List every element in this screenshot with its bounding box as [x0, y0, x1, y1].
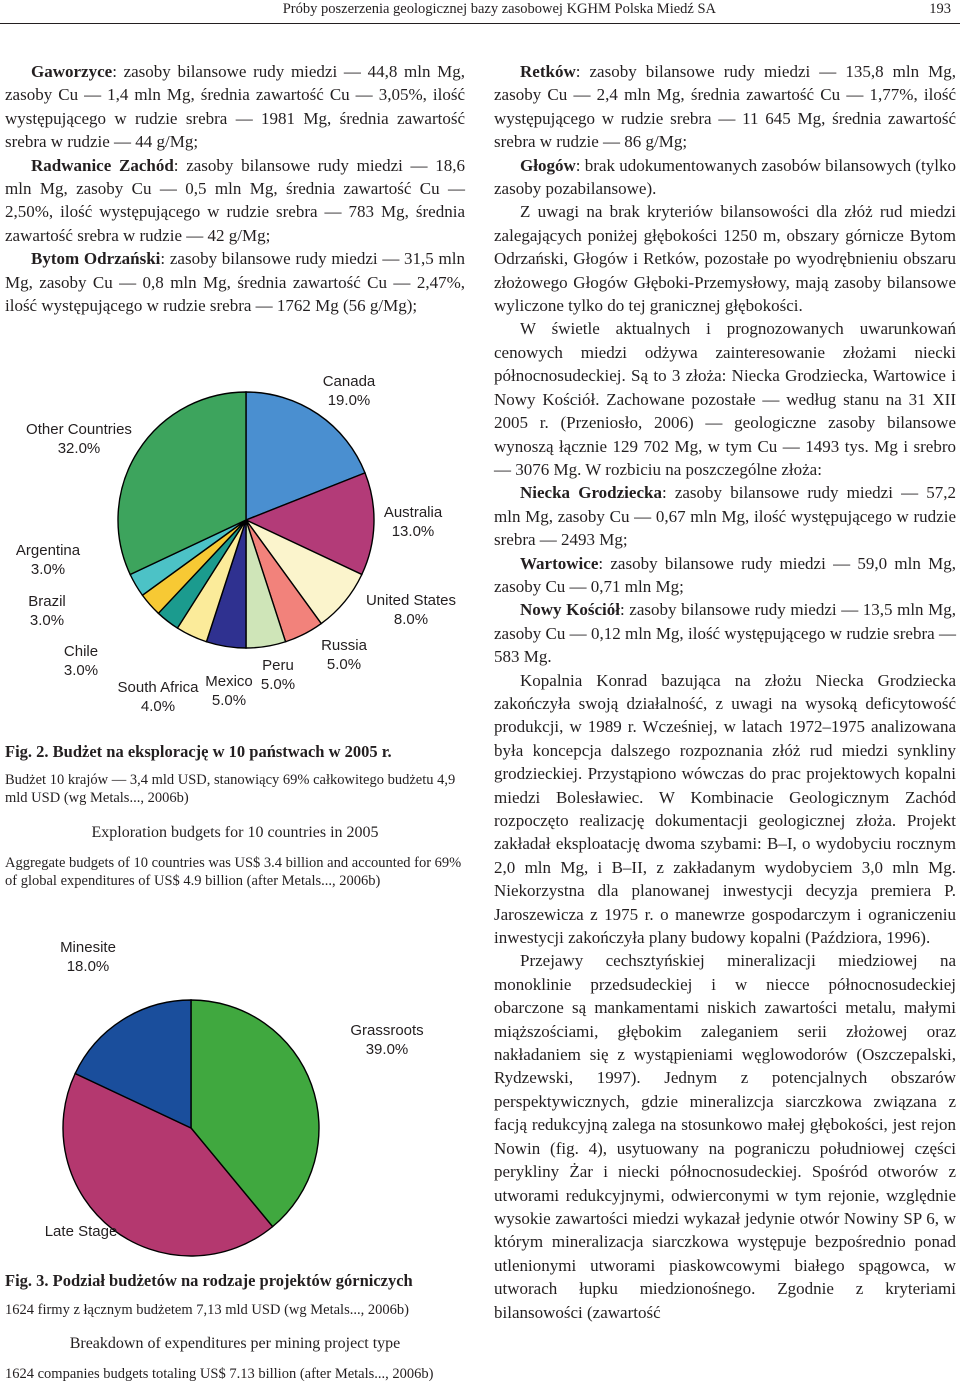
paragraph: Z uwagi na brak kryteriów bilansowości dla złóż rud miedzi zalegających poniżej głębokości 1250 m, obszary górnicze Bytom Odrzański, Głogów i Retków, pozostałe po wyodrębnieniu obszaru złożowego Głogów Głęboki-Przemysłowy, mają zasoby bilansowe wyliczone tylko do tej granicznej głębokości. — [494, 202, 956, 316]
slice-value: 39.0% — [365, 1041, 409, 1058]
slice-name: United States — [365, 592, 457, 609]
slice-name: Mexico — [205, 673, 253, 690]
deposit-bytom — [5, 247, 465, 317]
fig2-pie-chart — [0, 360, 480, 740]
slice-value: 5.0% — [211, 692, 247, 709]
slice-name: Brazil — [28, 593, 66, 610]
deposit-name: Retków — [520, 62, 576, 81]
fig2-label-south-africa — [112, 678, 204, 716]
page-number: 193 — [929, 1, 951, 17]
fig3-caption-title: Fig. 3. Podział budżetów na rodzaje projektów górniczych — [5, 1271, 413, 1290]
slice-name: Grassroots — [350, 1022, 424, 1039]
slice-value: 18.0% — [66, 958, 110, 975]
running-header — [0, 0, 960, 22]
fig2-caption-en-title: Exploration budgets for 10 countries in 2005 — [91, 824, 379, 841]
slice-name: Canada — [322, 373, 376, 390]
fig2-label-other-countries — [18, 420, 140, 458]
deposit-name: Bytom Odrzański — [31, 249, 161, 269]
slice-value: 13.0% — [391, 523, 435, 540]
fig3-caption-pl: 1624 firmy z łącznym budżetem 7,13 mld USD (wg Metals..., 2006b) — [5, 1302, 409, 1318]
deposit-name: Radwanice Zachód — [31, 155, 174, 175]
deposit-text: : zasoby bilansowe rudy miedzi — 135,8 mln Mg, zasoby Cu — 2,4 mln Mg, średnia zawartość Cu — 1,77%, ilość występującego w rudzie srebra — 11 645 Mg, średnia zawartość srebra w rudzie — 86 g/Mg; — [494, 62, 956, 152]
deposit-nowy-kosciol — [494, 598, 956, 668]
slice-name: Minesite — [60, 939, 116, 956]
fig2-label-russia — [312, 636, 376, 674]
fig2-caption-title: Fig. 2. Budżet na eksplorację w 10 państwach w 2005 r. — [5, 742, 392, 761]
deposit-name: Niecka Grodziecka — [520, 483, 662, 503]
fig2-label-chile — [56, 642, 106, 680]
right-column — [494, 60, 956, 1324]
slice-name: Argentina — [15, 542, 81, 559]
left-column — [5, 60, 465, 317]
deposit-name: Nowy Kościół — [520, 600, 620, 620]
deposit-name: Gaworzyce — [31, 62, 113, 81]
deposit-text: : brak udokumentowanych zasobów bilansowych (tylko zasoby pozabilansowe). — [494, 155, 956, 199]
deposit-text: : zasoby bilansowe rudy miedzi — 44,8 mln Mg, zasoby Cu — 1,4 mln Mg, średnia zawartość Cu — 3,05%, ilość występującego w rudzie srebra — 1981 Mg, średnia zawartość srebra w rudzie — 44 g/Mg; — [5, 62, 465, 152]
paragraph: Przejawy cechsztyńskiej mineralizacji miedziowej na monoklinie przedsudeckiej i w niecce północnosudeckiej obarczone są mankamentami niskich zawartości metalu, małymi miąższościami, głębokim zaleganiem serii złożowej oraz nakładaniem się z wystąpieniami węglowodorów (Oszczepalski, Rydzewski, 1997). Jednym z potencjalnych obszarów perspektywicznych, gdzie mineralizcja siarczkowa związana z facją redukcyjną zalega na stosunkowo małej głębokości, jest rejon Nowin (fig. 4), usytuowany na pograniczu południowej części perykliny Żar i niecki północnosudeckiej. Spośród otworów z utworami redukcyjnymi, odwierconymi w tym rejonie, względnie wysokie zawartości miedzi wykazał jedynie otwór Nowiny SP 6, w którym mineralizacja siarczkowa występuje bezpośrednio ponad utlenionymi utworami piaskowcowymi białego spągowca, w utworach łupku miedzionośnego. Zgodnie z kryteriami bilansowości (zawartość — [494, 951, 956, 1322]
slice-name: Chile — [63, 643, 99, 660]
fig2-label-argentina — [8, 541, 88, 579]
fig2-caption-en: Aggregate budgets of 10 countries was US$ 3.4 billion and accounted for 69% of global expenditures of US$ 4.9 billion (after Metals..., 2006b) — [5, 855, 462, 889]
paragraph: Kopalnia Konrad bazująca na złożu Niecka Grodziecka zakończyła swoją działalność, z uwagi na wysoką deficytowość produkcji, w 1989 r. Wcześniej, w latach 1972–1975 analizowana była koncepcja dalszego rozpoznania złóż rud miedzi synkliny grodzieckiej. Przystąpiono wówczas do prac projektowych kopalni miedzi Bolesławiec. W Kombinacie Geologicznym Zachód rozpoczęto realizację dokumentacji geologicznej złoża. Projekt zakładał eksploatację dwoma szybami: B–I, o wydobyciu rocznym 2,0 mln Mg, i B–II, z zakładanym wydobyciem 3,0 mln Mg. Niekorzystna dla planowanej inwestycji decyzja premiera P. Jaroszewicza z 1975 r. o manewrze gospodarczym i ograniczeniu inwestycji zakończyła plany budowy kopalni (Paździora, 1996). — [494, 670, 956, 948]
deposit-name: Wartowice — [520, 553, 599, 573]
fig2-label-canada — [308, 372, 390, 410]
paragraph: W świetle aktualnych i prognozowanych uwarunkowań cenowych miedzi odżywa zainteresowanie złożami niecki północnosudeckiej. Są to 3 złoża: Niecka Grodziecka, Wartowice i Nowy Kościół. Zachowane pozostałe — według stanu na 31 XII 2005 r. (Przeniosło, 2006) — geologiczne zasoby bilansowe wynoszą łącznie 129 702 Mg, w tym Cu — 1493 tys. Mg i srebro — 3076 Mg. W rozbiciu na poszczególne złoża: — [494, 319, 956, 479]
deposit-text: : zasoby bilansowe rudy miedzi — 59,0 mln Mg, zasoby Cu — 0,71 mln Mg; — [494, 553, 956, 596]
deposit-text: : zasoby bilansowe rudy miedzi — 18,6 mln Mg, zasoby Cu — 0,5 mln Mg, średnia zawartość Cu — 2,50%, ilość występującego w rudzie srebra — 783 Mg, średnia zawartość srebra w rudzie — 42 g/Mg; — [5, 155, 466, 245]
slice-name: Late Stage — [44, 1223, 118, 1240]
deposit-glogow — [494, 154, 956, 201]
fig2-label-united-states — [358, 591, 464, 629]
slice-value: 19.0% — [327, 392, 371, 409]
slice-value: 5.0% — [260, 676, 296, 693]
slice-value: 3.0% — [29, 612, 65, 629]
fig3-pie-svg — [0, 930, 480, 1245]
deposit-wartowice — [494, 552, 956, 599]
fig2-caption-pl: Budżet 10 krajów — 3,4 mld USD, stanowiący 69% całkowitego budżetu 4,9 mld USD (wg Metals..., 2006b) — [5, 772, 456, 806]
deposit-gaworzyce — [5, 60, 465, 154]
slice-value: 4.0% — [140, 698, 176, 715]
slice-value: 3.0% — [63, 662, 99, 679]
running-title: Próby poszerzenia geologicznej bazy zasobowej KGHM Polska Miedź SA — [282, 1, 716, 17]
slice-name: Other Countries — [26, 421, 132, 438]
deposit-retkow — [494, 60, 956, 154]
fig3-label-grassroots — [340, 1021, 434, 1059]
slice-name: Australia — [383, 504, 443, 521]
slice-name: Russia — [321, 637, 367, 654]
fig3-caption-en: 1624 companies budgets totaling US$ 7.13 billion (after Metals..., 2006b) — [5, 1366, 434, 1382]
fig3-pie-chart — [0, 930, 480, 1245]
slice-value: 32.0% — [57, 440, 101, 457]
deposit-niecka-grodziecka — [494, 481, 956, 551]
deposit-text: : zasoby bilansowe rudy miedzi — 31,5 mln Mg, zasoby Cu — 0,8 mln Mg, średnia zawartość Cu — 2,47%, ilość występującego w rudzie srebra — 1762 Mg (56 g/Mg); — [5, 249, 465, 316]
slice-name: Peru — [262, 657, 294, 674]
fig2-label-mexico — [198, 672, 260, 710]
slice-value: 8.0% — [393, 611, 429, 628]
fig3-caption — [5, 1271, 465, 1383]
slice-name: South Africa — [117, 679, 199, 696]
deposit-text: : zasoby bilansowe rudy miedzi — 57,2 mln Mg, zasoby Cu — 0,67 mln Mg, ilość występującego w rudzie srebra — 2493 Mg; — [494, 483, 957, 550]
slice-value: 5.0% — [326, 656, 362, 673]
fig2-label-brazil — [20, 592, 74, 630]
deposit-radwanice — [5, 154, 465, 248]
slice-value: 3.0% — [30, 561, 66, 578]
deposit-text: : zasoby bilansowe rudy miedzi — 13,5 mln Mg, zasoby Cu — 0,12 mln Mg, ilość występującego w rudzie srebra — 583 Mg. — [494, 600, 957, 667]
fig2-caption — [5, 742, 465, 890]
header-rule — [0, 23, 960, 24]
deposit-name: Głogów — [520, 155, 576, 175]
fig2-label-australia — [370, 503, 456, 541]
fig3-caption-en-title: Breakdown of expenditures per mining project type — [69, 1335, 401, 1352]
fig3-label-late-stage — [36, 1222, 126, 1241]
fig3-label-minesite — [48, 938, 128, 976]
